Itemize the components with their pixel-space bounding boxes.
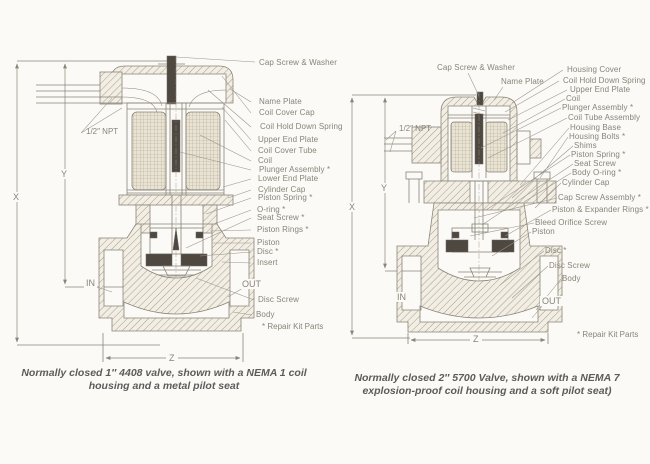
part-label: Disc Screw xyxy=(549,261,591,270)
part-label: Upper End Plate xyxy=(258,135,319,144)
left-in-label: IN xyxy=(86,278,95,288)
left-dim-y-label: Y xyxy=(58,169,70,179)
right-in-label: IN xyxy=(397,292,406,302)
part-label: Housing Base xyxy=(570,123,622,132)
right-out-label: OUT xyxy=(542,296,561,306)
part-label: Coil Hold Down Spring xyxy=(563,76,646,85)
part-label: Piston & Expander Rings * xyxy=(552,205,649,214)
part-label: Coil xyxy=(566,94,581,103)
part-label: Piston Spring * xyxy=(258,193,313,202)
part-label: Plunger Assembly * xyxy=(562,103,634,112)
part-label: Body xyxy=(256,310,275,319)
part-label: Piston Spring * xyxy=(571,150,626,159)
right-diagram-caption: Normally closed 2″ 5700 Valve, shown with a NEMA 7 explosion-proof coil housing and a soft pilot seat) xyxy=(354,372,620,397)
part-label: Disc * xyxy=(545,246,567,255)
part-label: Coil Cover Tube xyxy=(258,146,317,155)
part-label: Cylinder Cap xyxy=(258,185,306,194)
part-label: Cap Screw & Washer xyxy=(259,58,337,67)
part-label: O-ring * xyxy=(257,205,286,214)
part-label: Plunger Assembly * xyxy=(259,165,331,174)
part-label: Piston xyxy=(532,227,555,236)
part-label: Cylinder Cap xyxy=(562,178,610,187)
left-dim-z-label: Z xyxy=(166,353,178,363)
right-dim-z-label: Z xyxy=(470,334,482,344)
part-label: Disc * xyxy=(257,247,279,256)
part-label: Housing Bolts * xyxy=(569,132,626,141)
left-diagram-caption: Normally closed 1″ 4408 valve, shown with a NEMA 1 coil housing and a metal pilot seat xyxy=(21,367,307,392)
part-label: Housing Cover xyxy=(567,65,622,74)
right-npt-label: 1/2″ NPT xyxy=(399,124,432,133)
left-valve-drawing xyxy=(36,56,254,331)
part-label: Body O-ring * xyxy=(572,168,622,177)
part-label: Coil xyxy=(258,156,273,165)
part-label: Cap Screw Assembly * xyxy=(558,193,641,202)
part-label: Coil Cover Cap xyxy=(259,108,315,117)
part-label: Bleed Orifice Screw xyxy=(535,218,608,227)
right-dim-y-label: Y xyxy=(378,183,390,193)
left-npt-label: 1/2″ NPT xyxy=(86,127,119,136)
part-label: Piston Rings * xyxy=(257,225,309,234)
part-label: Coil Hold Down Spring xyxy=(260,122,343,131)
left-out-label: OUT xyxy=(242,279,261,289)
left-repair-kit-note: * Repair Kit Parts xyxy=(262,322,324,331)
part-label: Piston xyxy=(257,238,280,247)
part-label: Lower End Plate xyxy=(258,174,319,183)
part-label: Seat Screw xyxy=(574,159,616,168)
part-label: Upper End Plate xyxy=(570,85,631,94)
part-label: Name Plate xyxy=(501,77,544,86)
left-dim-x-label: X xyxy=(10,192,22,202)
part-label: Coil Tube Assembly xyxy=(568,113,641,122)
right-dim-x-label: X xyxy=(346,202,358,212)
part-label: Seat Screw * xyxy=(257,213,305,222)
part-label: Cap Screw & Washer xyxy=(437,63,515,72)
part-label: Insert xyxy=(257,258,278,267)
right-repair-kit-note: * Repair Kit Parts xyxy=(577,330,639,339)
part-label: Name Plate xyxy=(259,97,302,106)
part-label: Body xyxy=(562,274,581,283)
part-label: Shims xyxy=(574,141,597,150)
part-label: Disc Screw xyxy=(258,295,300,304)
